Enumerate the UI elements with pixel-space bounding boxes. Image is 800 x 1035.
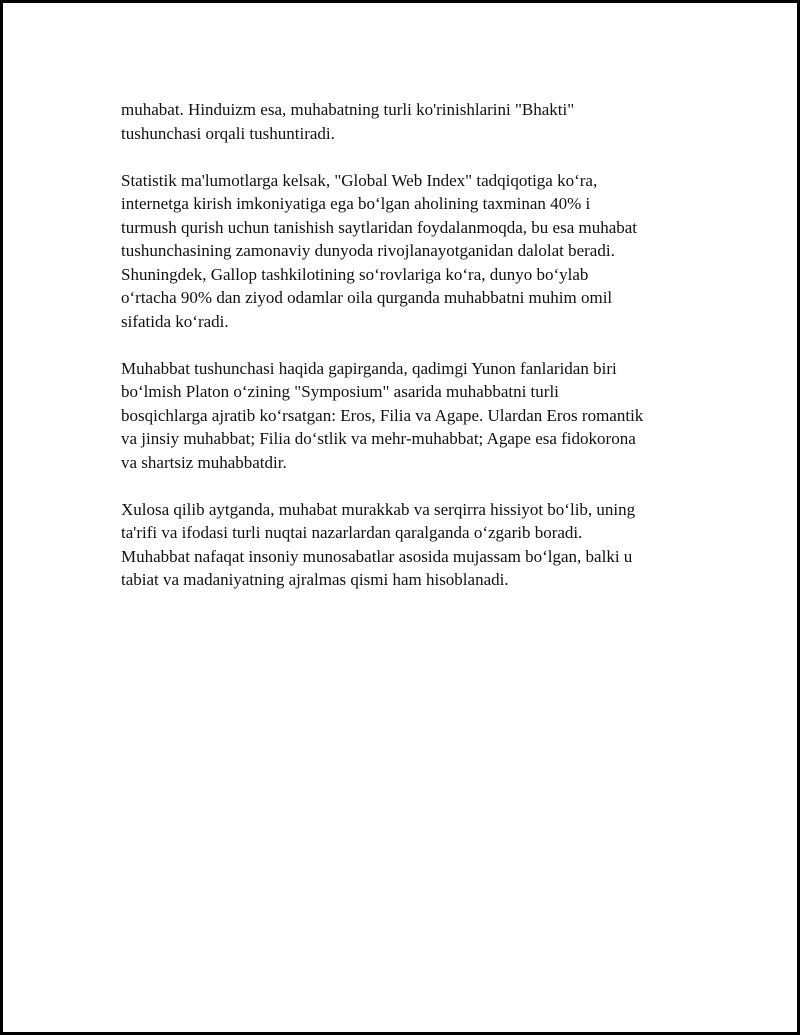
text-line: bo‘lmish Platon o‘zining "Symposium" asarida muhabbatni turli [121, 382, 559, 401]
text-line: bosqichlarga ajratib ko‘rsatgan: Eros, Filia va Agape. Ulardan Eros romantik [121, 405, 644, 425]
text-line: tabiat va madaniyatning ajralmas qismi ham hisoblanadi. [121, 570, 509, 589]
text-line: o‘rtacha 90% dan ziyod odamlar oila qurganda muhabbatni muhim omil [121, 288, 613, 307]
document-body [121, 98, 701, 615]
text-line: Xulosa qilib aytganda, muhabat murakkab va serqirra hissiyot bo‘lib, uning [121, 499, 636, 519]
text-line: turmush qurish uchun tanishish saytlaridan foydalanmoqda, bu esa muhabat [121, 217, 638, 237]
text-line: va shartsiz muhabbatdir. [121, 452, 287, 472]
text-line: Muhabbat nafaqat insoniy munosabatlar asosida mujassam bo‘lgan, balki u [121, 546, 633, 566]
paragraph-hinduism [121, 98, 701, 145]
text-line: Muhabbat tushunchasi haqida gapirganda, qadimgi Yunon fanlaridan biri [121, 358, 617, 378]
text-line: tushunchasining zamonaviy dunyoda rivojlanayotganidan dalolat beradi. [121, 241, 615, 260]
paragraph-conclusion [121, 498, 701, 592]
text-line: sifatida ko‘radi. [121, 311, 229, 331]
text-line: va jinsiy muhabbat; Filia do‘stlik va mehr-muhabbat; Agape esa fidokorona [121, 429, 636, 448]
paragraph-platon [121, 357, 701, 475]
text-line: Statistik ma'lumotlarga kelsak, "Global Web Index" tadqiqotiga ko‘ra, [121, 170, 598, 190]
text-line: muhabat. Hinduizm esa, muhabatning turli ko'rinishlarini "Bhakti" [121, 100, 575, 119]
text-line: internetga kirish imkoniyatiga ega bo‘lgan aholining taxminan 40% i [121, 194, 591, 213]
paragraph-statistics [121, 169, 701, 334]
text-line: tushunchasi orqali tushuntiradi. [121, 123, 335, 143]
text-line: Shuningdek, Gallop tashkilotining so‘rovlariga ko‘ra, dunyo bo‘ylab [121, 264, 589, 284]
text-line: ta'rifi va ifodasi turli nuqtai nazarlardan qaralganda o‘zgarib boradi. [121, 523, 583, 542]
